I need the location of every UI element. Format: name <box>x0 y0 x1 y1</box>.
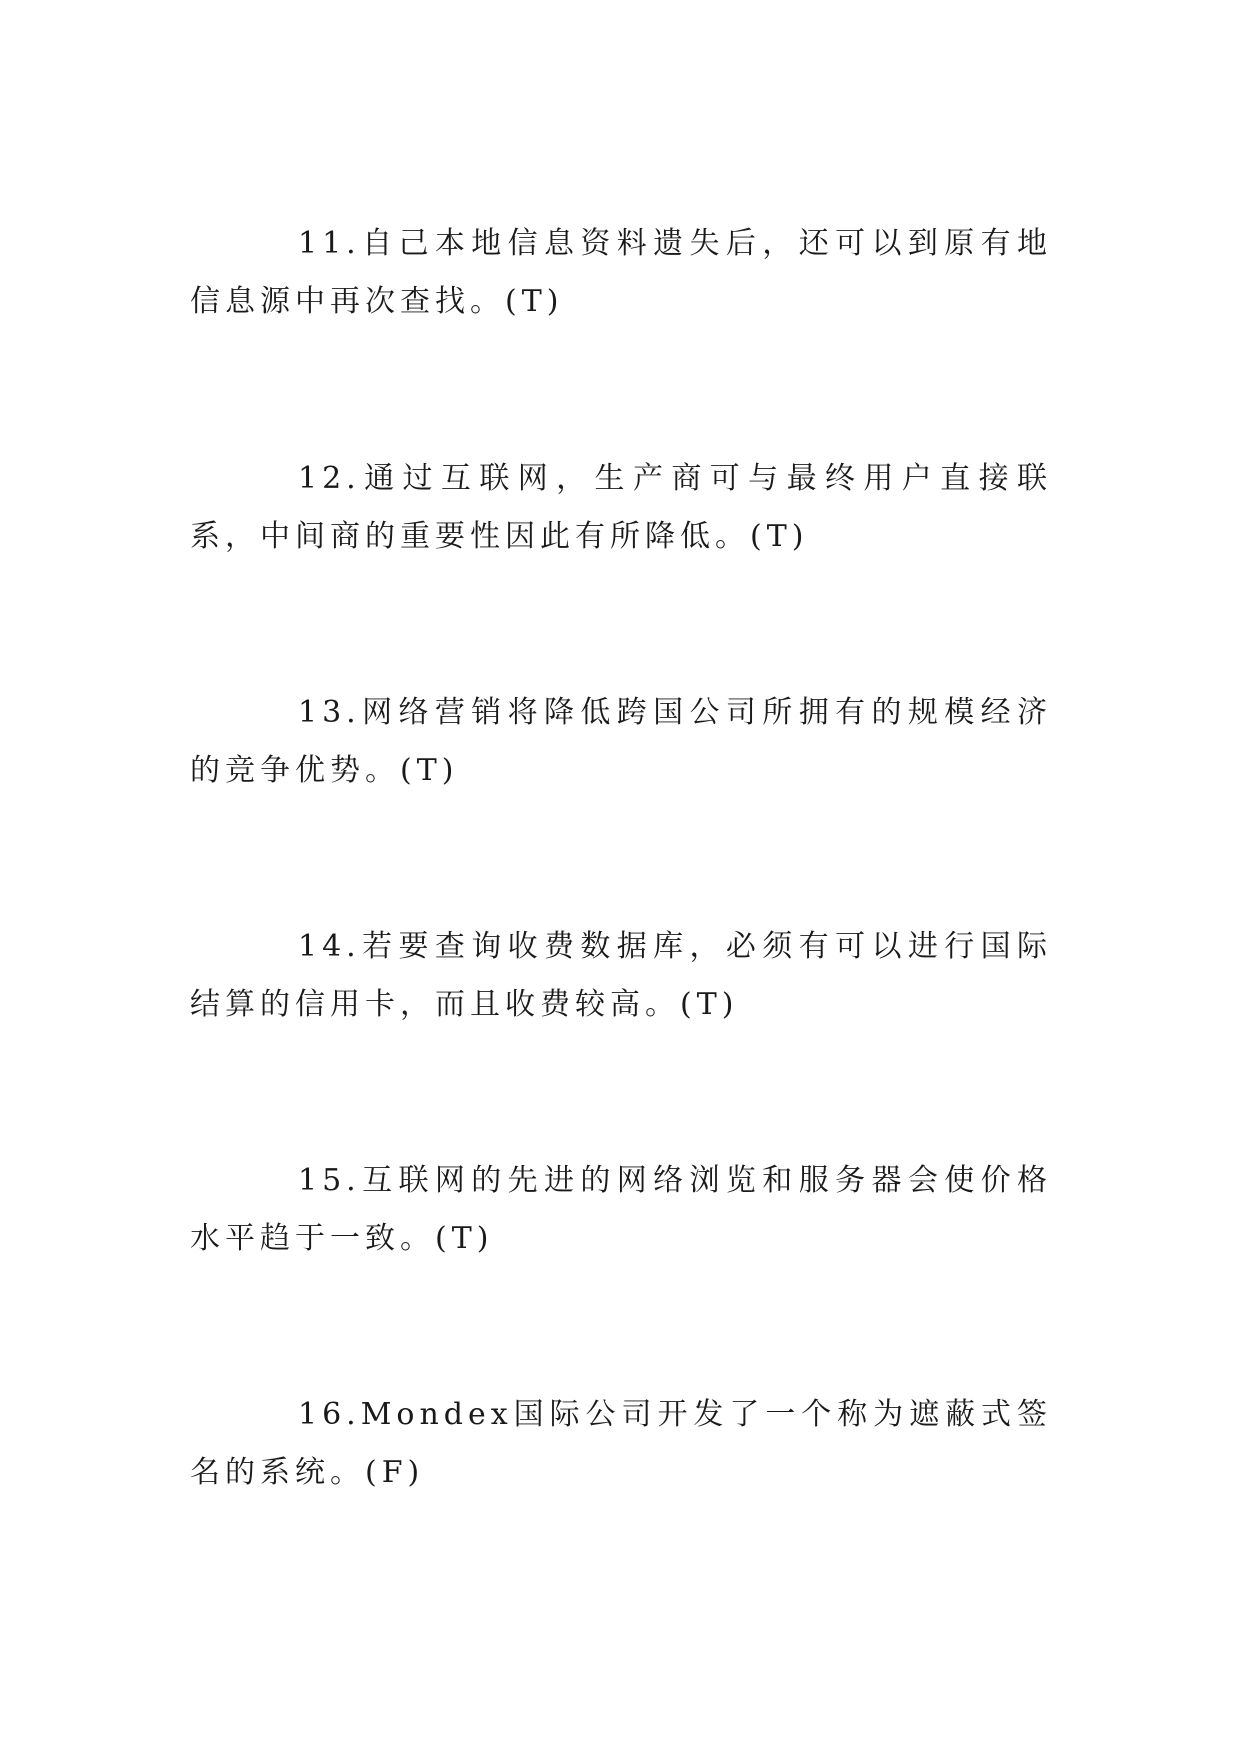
question-13: 13.网络营销将降低跨国公司所拥有的规模经济的竞争优势。(T) <box>190 695 1052 788</box>
question-11: 11.自己本地信息资料遗失后，还可以到原有地信息源中再次查找。(T) <box>190 226 1052 319</box>
question-14: 14.若要查询收费数据库，必须有可以进行国际结算的信用卡，而且收费较高。(T) <box>190 929 1052 1022</box>
question-12: 12.通过互联网，生产商可与最终用户直接联系，中间商的重要性因此有所降低。(T) <box>190 461 1052 554</box>
question-16: 16.Mondex国际公司开发了一个称为遮蔽式签名的系统。(F) <box>190 1397 1052 1490</box>
question-15: 15.互联网的先进的网络浏览和服务器会使价格水平趋于一致。(T) <box>190 1163 1052 1256</box>
